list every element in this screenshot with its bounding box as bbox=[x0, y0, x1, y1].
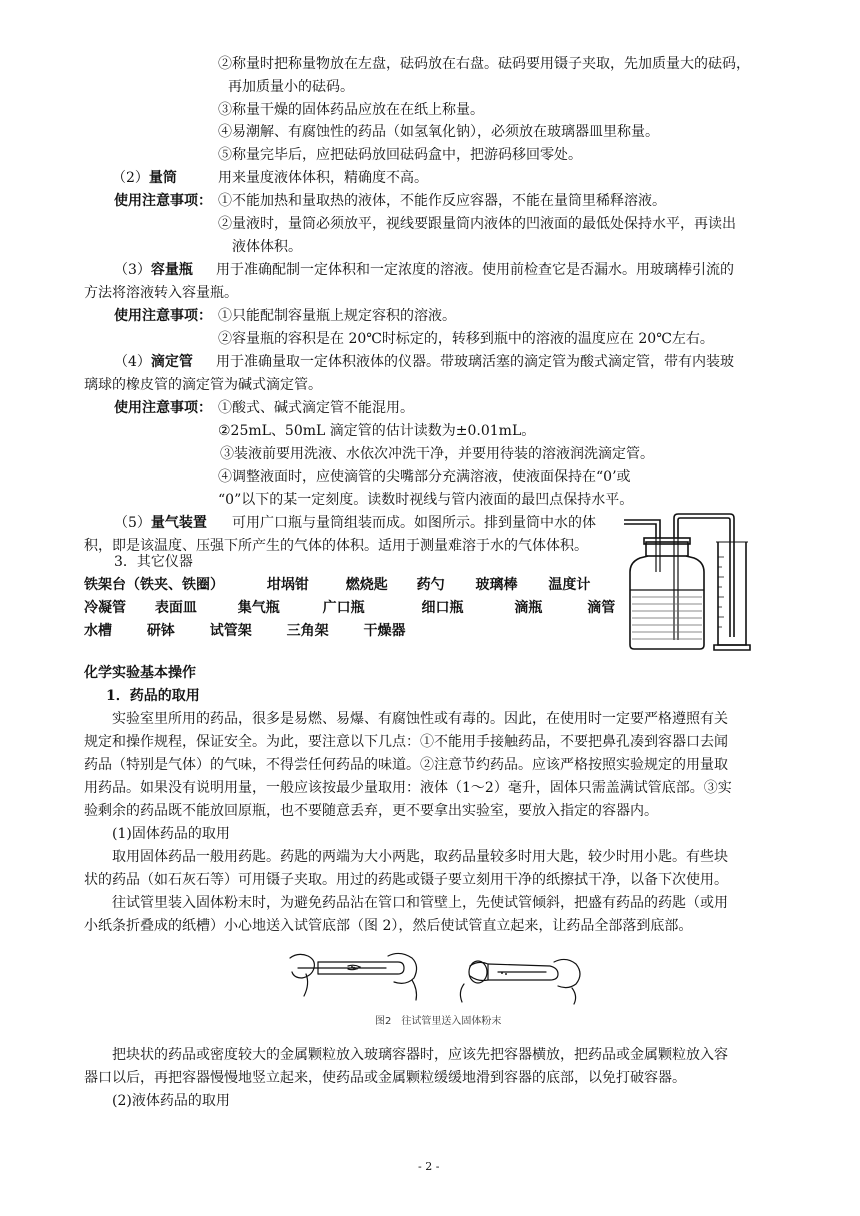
cylinder-desc: 用来量度液体体积，精确度不高。 bbox=[218, 170, 428, 186]
instrument-item: 温度计 bbox=[548, 577, 591, 593]
flask-name: 容量瓶 bbox=[150, 262, 193, 278]
other-instruments-heading: 3．其它仪器 bbox=[114, 554, 193, 570]
solid-heading: (1)固体药品的取用 bbox=[112, 826, 230, 842]
cylinder-notes-label: 使用注意事项： bbox=[114, 193, 212, 209]
flask-note-2: ②容量瓶的容积是在 20℃时标定的，转移到瓶中的溶液的温度应在 20℃左右。 bbox=[218, 331, 714, 347]
para-3-line-2: 小纸条折叠成的纸槽）小心地送入试管底部（图 2），然后使试管直立起来，让药品全部落到底部。 bbox=[84, 918, 693, 934]
burette-note-4: ④调整液面时，应使滴管的尖嘴部分充满溶液，使液面保持在“0’或 bbox=[218, 469, 631, 485]
instrument-item: 滴瓶 bbox=[514, 600, 543, 616]
gas-desc: 可用广口瓶与量筒组装而成。如图所示。排到量筒中水的体 bbox=[232, 515, 596, 531]
para-1-line-2: 规定和操作规程，保证安全。为此，要注意以下几点：①不能用手接触药品，不要把鼻孔凑到容器口去闻 bbox=[84, 734, 728, 750]
instrument-item: 试管架 bbox=[209, 623, 252, 639]
para-1-line-3: 药品（特别是气体）的气味，不得尝任何药品的味道。②注意节约药品。应该严格按照实验规定的用量取 bbox=[84, 757, 728, 773]
gas-num: （5） bbox=[114, 515, 151, 531]
balance-item-2-cont: 再加质量小的砝码。 bbox=[228, 79, 354, 95]
para-3-line-1: 往试管里装入固体粉末时，为避免药品沾在管口和管壁上，先使试管倾斜，把盛有药品的药匙（或用 bbox=[112, 895, 728, 911]
section-title: 化学实验基本操作 bbox=[84, 665, 196, 681]
burette-desc-cont: 璃球的橡皮管的滴定管为碱式滴定管。 bbox=[84, 377, 322, 393]
flask-heading bbox=[114, 260, 193, 280]
instrument-item: 药勺 bbox=[416, 577, 445, 593]
burette-note-2: ②25mL、50mL 滴定管的估计读数为±0.01mL。 bbox=[218, 423, 536, 439]
flask-notes-label: 使用注意事项： bbox=[114, 308, 212, 324]
burette-note-4-cont: “0”以下的某一定刻度。读数时视线与管内液面的最凹点保持水平。 bbox=[218, 492, 634, 508]
instrument-item: 表面皿 bbox=[154, 600, 197, 616]
burette-desc: 用于准确量取一定体积液体的仪器。带玻璃活塞的滴定管为酸式滴定管，带有内装玻 bbox=[216, 354, 734, 370]
instrument-item: 三角架 bbox=[286, 623, 329, 639]
instrument-row-2 bbox=[84, 598, 615, 618]
instrument-item: 燃烧匙 bbox=[345, 577, 388, 593]
para-4-line-1: 把块状的药品或密度较大的金属颗粒放入玻璃容器时，应该先把容器横放，把药品或金属颗粒放入容 bbox=[112, 1047, 728, 1063]
figure-2-caption: 图2 往试管里送入固体粉末 bbox=[375, 1016, 502, 1027]
burette-name: 滴定管 bbox=[150, 354, 193, 370]
instrument-item: 坩埚钳 bbox=[266, 577, 309, 593]
para-1-line-4: 用药品。如果没有说明用量，一般应该按最少量取用：液体（1～2）毫升，固体只需盖满试管底部。③实 bbox=[84, 780, 732, 796]
gas-measuring-apparatus-figure bbox=[618, 512, 760, 652]
flask-num: （3） bbox=[114, 262, 151, 278]
instrument-item: 冷凝管 bbox=[84, 600, 126, 616]
flask-desc: 用于准确配制一定体积和一定浓度的溶液。使用前检查它是否漏水。用玻璃棒引流的 bbox=[216, 262, 734, 278]
gas-desc-cont: 积，即是该温度、压强下所产生的气体的体积。适用于测量难溶于水的气体体积。 bbox=[84, 538, 588, 554]
instrument-item: 广口瓶 bbox=[322, 600, 365, 616]
gas-name: 量气装置 bbox=[150, 515, 207, 531]
cylinder-name: 量筒 bbox=[148, 170, 177, 186]
liquid-heading: (2)液体药品的取用 bbox=[112, 1093, 230, 1109]
burette-num: （4） bbox=[114, 354, 151, 370]
burette-note-3: ③装液前要用洗液、水依次冲洗干净，并要用待装的溶液润洗滴定管。 bbox=[220, 446, 654, 462]
instrument-row-3 bbox=[84, 621, 406, 641]
burette-heading bbox=[114, 352, 193, 372]
page-number: - 2 - bbox=[418, 1160, 440, 1173]
balance-item-3: ③称量干燥的固体药品应放在在纸上称量。 bbox=[218, 102, 484, 118]
balance-item-5: ⑤称量完毕后，应把砝码放回砝码盒中，把游码移回零处。 bbox=[218, 147, 582, 163]
cylinder-heading bbox=[112, 168, 177, 188]
flask-desc-cont: 方法将溶液转入容量瓶。 bbox=[84, 285, 238, 301]
para-1-line-1: 实验室里所用的药品，很多是易燃、易爆、有腐蚀性或有毒的。因此，在使用时一定要严格遵照有关 bbox=[112, 711, 728, 727]
cylinder-note-1: ①不能加热和量取热的液体，不能作反应容器，不能在量筒里稀释溶液。 bbox=[218, 193, 666, 209]
subsection-title: 1．药品的取用 bbox=[106, 688, 200, 704]
para-4-line-2: 器口以后，再把容器慢慢地竖立起来，使药品或金属颗粒缓缓地滑到容器的底部，以免打破容器。 bbox=[84, 1070, 686, 1086]
cylinder-num: （2） bbox=[112, 170, 149, 186]
instrument-item: 集气瓶 bbox=[237, 600, 280, 616]
cylinder-note-2: ②量液时，量筒必须放平，视线要跟量筒内液体的凹液面的最低处保持水平，再读出 bbox=[218, 216, 736, 232]
instrument-item: 玻璃棒 bbox=[475, 577, 518, 593]
balance-item-4: ④易潮解、有腐蚀性的药品（如氢氧化钠），必须放在玻璃器皿里称量。 bbox=[218, 124, 659, 140]
instrument-item: 细口瓶 bbox=[421, 600, 464, 616]
instrument-item: 研钵 bbox=[146, 623, 175, 639]
balance-item-2: ②称量时把称量物放在左盘，砝码放在右盘。砝码要用镊子夹取，先加质量大的砝码， bbox=[218, 56, 750, 72]
para-1-line-5: 验剩余的药品既不能放回原瓶，也不要随意丢弃，更不要拿出实验室，要放入指定的容器内。 bbox=[84, 803, 658, 819]
cylinder-note-2-cont: 液体体积。 bbox=[232, 239, 302, 255]
gas-heading bbox=[114, 513, 207, 533]
para-2-line-2: 状的药品（如石灰石等）可用镊子夹取。用过的药匙或镊子要立刻用干净的纸擦拭干净，以备下次使用。 bbox=[84, 872, 728, 888]
instrument-row-1 bbox=[84, 575, 590, 595]
para-2-line-1: 取用固体药品一般用药匙。药匙的两端为大小两匙，取药品量较多时用大匙，较少时用小匙。有些块 bbox=[112, 849, 728, 865]
instrument-item: 铁架台（铁夹、铁圈） bbox=[84, 577, 224, 593]
burette-note-1: ①酸式、碱式滴定管不能混用。 bbox=[218, 400, 414, 416]
test-tube-powder-figure bbox=[288, 944, 588, 1006]
instrument-item: 水槽 bbox=[84, 623, 112, 639]
instrument-item: 干燥器 bbox=[363, 623, 406, 639]
flask-note-1: ①只能配制容量瓶上规定容积的溶液。 bbox=[218, 308, 456, 324]
burette-notes-label: 使用注意事项： bbox=[114, 400, 212, 416]
instrument-item: 滴管 bbox=[587, 600, 616, 616]
